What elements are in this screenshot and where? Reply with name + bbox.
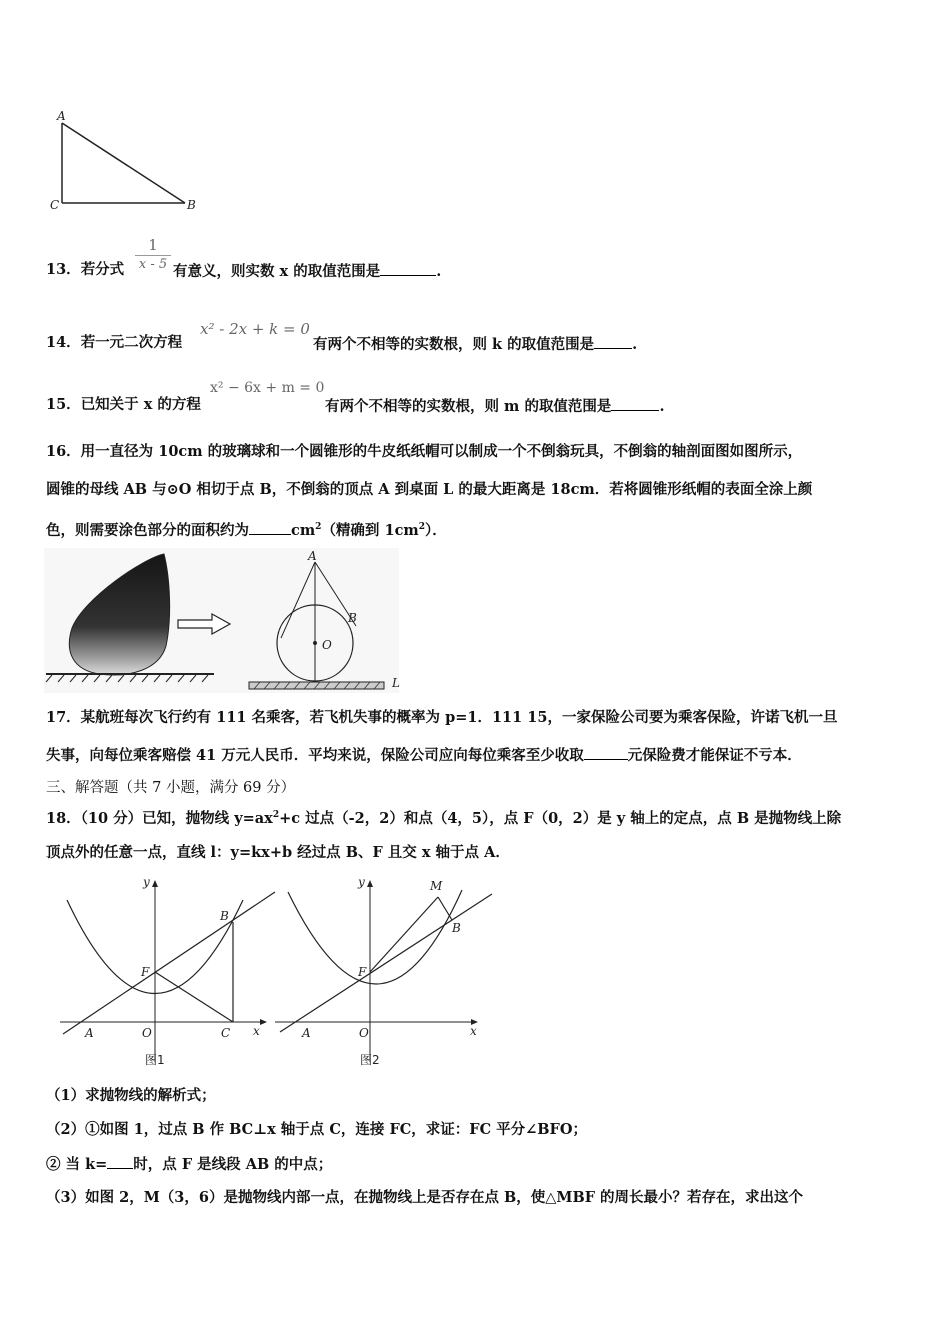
q16-unit: cm xyxy=(291,521,316,539)
q14-pre: 若一元二次方程 xyxy=(80,334,183,351)
fig1-label-a: A xyxy=(85,1026,94,1040)
parabola-figure-2 xyxy=(270,872,495,1072)
fig1-label-f: F xyxy=(141,965,150,979)
fig1-line-l xyxy=(63,892,275,1034)
q16-answer-blank[interactable] xyxy=(249,520,291,535)
q15-number: 15． xyxy=(46,396,81,413)
fig1-label-b: B xyxy=(220,909,229,923)
q17-line-1: 17．某航班每次飞行约有 111 名乘客，若飞机失事的概率为 p=1．111 15，一家保险公司要为乘客保险，许诺飞机一旦 xyxy=(46,709,838,726)
q17-line2-post: 元保险费才能保证不亏本． xyxy=(627,747,802,764)
question-13 xyxy=(46,260,124,280)
q14-rest xyxy=(313,333,637,354)
section-label-a: A xyxy=(308,549,317,563)
q15-pre: 已知关于 x 的方程 xyxy=(80,396,201,413)
q14-answer-blank[interactable] xyxy=(594,334,632,349)
q18-k-blank[interactable] xyxy=(107,1154,133,1169)
section-3-title: 三、解答题（共 7 小题，满分 69 分） xyxy=(46,780,296,796)
q18-line-1: 18．（10 分）已知，抛物线 $y=ax^2+c$ 过点（-2，2）和点（4，5），点 F（0，2）是 y 轴上的定点，点 B 是抛物线上除 xyxy=(46,809,842,827)
question-14 xyxy=(46,333,182,353)
q16-line-3: 色，则需要涂色部分的面积约为 $cm^2$（精确到 $1cm^2$）． xyxy=(46,521,447,539)
fig2-label-o: O xyxy=(359,1026,369,1040)
q15-rest xyxy=(325,395,665,416)
q17-line-2 xyxy=(46,745,802,766)
fig2-line-l xyxy=(280,894,492,1032)
q18-part-3: （3）如图 2，M（3，6）是抛物线内部一点，在抛物线上是否存在点 B，使△MBF 的周长最小？若存在，求出这个 xyxy=(46,1189,804,1206)
q16-line3-pre: 色，则需要涂色部分的面积约为 xyxy=(46,521,249,539)
section-label-o: O xyxy=(322,638,332,652)
q15-post: 有两个不相等的实数根，则 m 的取值范围是 xyxy=(325,398,612,415)
q18-part-2b xyxy=(46,1154,332,1175)
triangle-figure xyxy=(40,105,220,220)
q18-line1-post: +c 过点（-2，2）和点（4，5），点 F（0，2）是 y 轴上的定点，点 B 是抛物线上除 xyxy=(279,809,842,827)
q18-part2b-pre: ② 当 k= xyxy=(46,1156,108,1173)
q13-pre: 若分式 xyxy=(80,261,125,278)
q17-answer-blank[interactable] xyxy=(584,745,628,760)
parabola-figure-1 xyxy=(55,872,280,1072)
fig2-label-a: A xyxy=(302,1026,311,1040)
q14-post: 有两个不相等的实数根，则 k 的取值范围是 xyxy=(313,336,595,353)
question-15 xyxy=(46,395,201,415)
triangle-label-b: B xyxy=(187,198,196,212)
q13-frac-den: x - 5 xyxy=(138,257,168,272)
fig1-label-y: y xyxy=(143,875,150,889)
q13-fraction xyxy=(135,236,171,274)
q18-line1-pre: 18．（10 分）已知，抛物线 y=ax xyxy=(46,809,273,827)
q13-end: . xyxy=(436,263,442,280)
fig2-label-m: M xyxy=(430,879,443,893)
q14-end: . xyxy=(632,336,638,353)
q15-answer-blank[interactable] xyxy=(611,396,659,411)
fig1-caption: 图1 xyxy=(145,1053,165,1067)
q16-line3-end: ）． xyxy=(425,521,447,539)
q16-line-1: 16．用一直径为 10cm 的玻璃球和一个圆锥形的牛皮纸纸帽可以制成一个不倒翁玩具，不倒翁的轴剖面图如图所示， xyxy=(46,443,803,460)
q18-part2b-post: 时，点 F 是线段 AB 的中点； xyxy=(133,1156,333,1173)
q14-equation: x² - 2x + k = 0 xyxy=(200,320,310,338)
tumbler-figure xyxy=(44,548,414,698)
q18-part-1: （1）求抛物线的解析式； xyxy=(46,1087,216,1104)
fig2-label-y: y xyxy=(358,875,365,889)
fig1-label-o: O xyxy=(142,1026,152,1040)
q13-answer-blank[interactable] xyxy=(380,261,436,276)
q14-number: 14． xyxy=(46,334,81,351)
q16-line-2: 圆锥的母线 AB 与⊙O 相切于点 B，不倒翁的顶点 A 到桌面 L 的最大距离是 18cm．若将圆锥形纸帽的表面全涂上颜 xyxy=(46,481,813,498)
q13-frac-num: 1 xyxy=(148,236,158,254)
fig2-label-b: B xyxy=(452,921,461,935)
triangle-label-c: C xyxy=(50,198,60,212)
section-label-l: L xyxy=(392,676,400,690)
fig2-caption: 图2 xyxy=(360,1053,380,1067)
triangle-label-a: A xyxy=(57,109,66,123)
q13-rest xyxy=(173,260,441,281)
q15-equation: x² − 6x + m = 0 xyxy=(210,380,325,396)
q13-number: 13． xyxy=(46,261,81,278)
q16-line3-post: （精确到 1cm xyxy=(321,521,419,539)
q13-post: 有意义，则实数 x 的取值范围是 xyxy=(173,263,381,280)
fig1-label-c: C xyxy=(221,1026,231,1040)
section-label-b: B xyxy=(348,611,357,625)
fig1-label-x: x xyxy=(253,1024,260,1038)
q18-part-2: （2）①如图 1，过点 B 作 BC⊥x 轴于点 C，连接 FC，求证：FC 平分∠BFO； xyxy=(46,1121,587,1138)
fig2-label-x: x xyxy=(470,1024,477,1038)
q15-end: . xyxy=(659,398,665,415)
q18-line-2: 顶点外的任意一点，直线 l：y=kx+b 经过点 B、F 且交 x 轴于点 A． xyxy=(46,844,510,861)
q17-line2-pre: 失事，向每位乘客赔偿 41 万元人民币．平均来说，保险公司应向每位乘客至少收取 xyxy=(46,747,584,764)
fig2-label-f: F xyxy=(358,965,367,979)
